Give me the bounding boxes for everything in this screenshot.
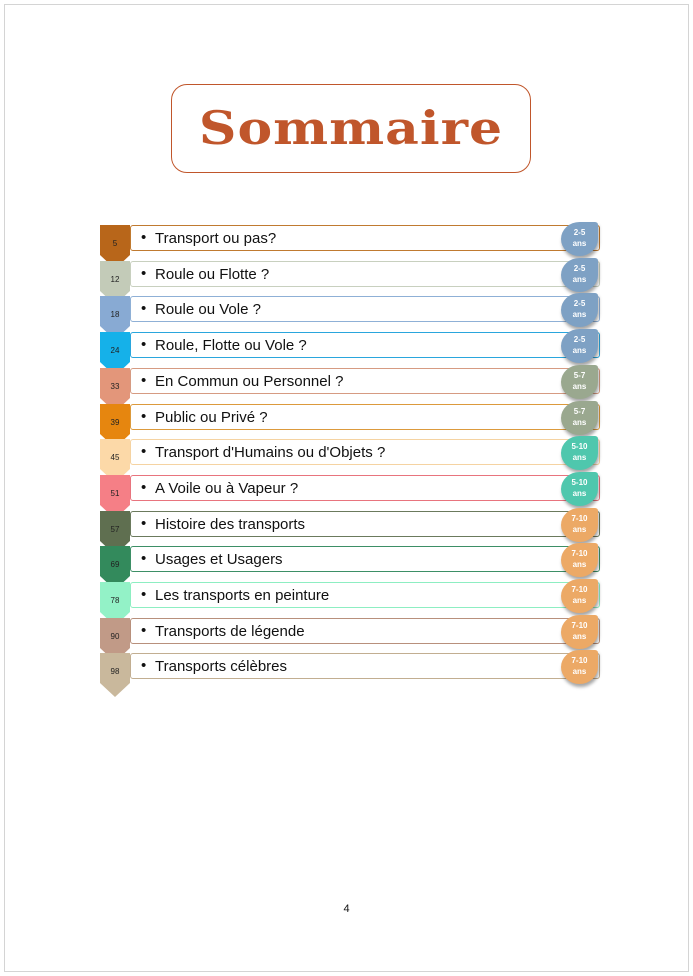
toc-entry-label: Histoire des transports xyxy=(155,515,306,533)
age-range: 2-5 xyxy=(573,228,586,237)
toc-page-number: 5 xyxy=(112,239,118,248)
age-range: 7-10 xyxy=(571,620,588,630)
age-unit: ans xyxy=(572,453,587,463)
age-range: 5-7 xyxy=(573,370,586,380)
bullet-icon: • xyxy=(141,514,147,532)
toc-entry-label: Public ou Privé ? xyxy=(155,408,268,426)
age-unit: ans xyxy=(572,346,587,356)
age-badge xyxy=(561,293,598,327)
bullet-icon: • xyxy=(141,300,147,318)
toc-entry-label: Transport ou pas? xyxy=(155,230,277,247)
toc-entry-label: Roule ou Vole ? xyxy=(155,301,261,319)
toc-page-number: 69 xyxy=(110,560,120,570)
bullet-icon: • xyxy=(141,229,147,246)
age-badge xyxy=(561,365,598,399)
toc-page-number: 90 xyxy=(110,631,120,641)
toc-entry-bar xyxy=(130,475,600,501)
bullet-icon: • xyxy=(141,443,147,461)
toc-entry-bar xyxy=(130,368,600,394)
age-range: 5-7 xyxy=(573,406,586,416)
age-badge xyxy=(561,615,598,649)
age-badge xyxy=(561,650,598,684)
toc-entry-label: Transports de légende xyxy=(155,622,305,640)
age-range: 2-5 xyxy=(573,263,586,273)
toc-entry-label: Les transports en peinture xyxy=(155,587,330,604)
age-range: 7-10 xyxy=(571,549,588,559)
toc-page-number: 98 xyxy=(110,667,120,677)
age-range: 2-5 xyxy=(573,299,586,309)
toc-entry-bar xyxy=(130,511,600,537)
age-unit: ans xyxy=(572,560,587,570)
age-badge xyxy=(561,579,598,613)
age-range: 5-10 xyxy=(571,442,588,452)
toc-entry[interactable] xyxy=(100,653,601,697)
bullet-icon: • xyxy=(141,407,147,425)
bullet-icon: • xyxy=(141,621,147,639)
age-range: 5-10 xyxy=(571,477,588,487)
age-unit: ans xyxy=(572,596,587,605)
page-title: Sommaire xyxy=(198,101,504,156)
age-unit: ans xyxy=(572,488,587,498)
toc-entry-bar xyxy=(130,332,600,358)
toc-entry-label: Transports célèbres xyxy=(155,658,287,676)
toc-page-number: 45 xyxy=(110,453,120,463)
bullet-icon: • xyxy=(141,371,147,389)
bullet-icon: • xyxy=(141,586,147,603)
toc-entry-label: Usages et Usagers xyxy=(155,551,283,569)
age-unit: ans xyxy=(572,381,587,391)
age-badge xyxy=(561,543,598,577)
toc-entry-bar xyxy=(130,582,600,608)
bullet-icon: • xyxy=(141,336,147,354)
age-range: 7-10 xyxy=(571,656,588,666)
age-unit: ans xyxy=(572,239,587,248)
toc-page-number: 24 xyxy=(110,346,120,356)
age-range: 2-5 xyxy=(573,335,586,345)
toc-entry-bar xyxy=(130,296,600,322)
toc-entry-bar xyxy=(130,225,600,251)
age-unit: ans xyxy=(572,667,587,677)
toc-entry-label: Transport d'Humains ou d'Objets ? xyxy=(155,444,386,462)
toc-entry-bar xyxy=(130,653,600,679)
age-badge xyxy=(561,436,598,470)
bullet-icon: • xyxy=(141,657,147,675)
toc-entry-label: En Commun ou Personnel ? xyxy=(155,372,344,390)
age-badge xyxy=(561,401,598,435)
toc-entry-label: Roule, Flotte ou Vole ? xyxy=(155,337,307,355)
bullet-icon: • xyxy=(141,478,147,496)
age-range: 7-10 xyxy=(571,513,588,523)
toc-page-number: 39 xyxy=(110,417,120,427)
toc-page-number: 57 xyxy=(110,524,120,534)
toc-page-number: 18 xyxy=(110,310,120,320)
page-number: 4 xyxy=(343,903,350,915)
age-unit: ans xyxy=(572,310,587,320)
age-badge xyxy=(561,472,598,506)
toc-entry-label: Roule ou Flotte ? xyxy=(155,265,270,283)
age-unit: ans xyxy=(572,274,587,284)
age-badge xyxy=(561,222,598,256)
bullet-icon: • xyxy=(141,550,147,568)
age-unit: ans xyxy=(572,631,587,641)
toc-page-number: 12 xyxy=(110,274,120,284)
toc-entry-bar xyxy=(130,618,600,644)
toc-entry-label: A Voile ou à Vapeur ? xyxy=(155,479,299,497)
toc-page-number: 51 xyxy=(110,488,120,498)
age-range: 7-10 xyxy=(571,585,588,594)
toc-entry-bar xyxy=(130,439,600,465)
age-badge xyxy=(561,508,598,542)
toc-page-number: 33 xyxy=(110,381,120,391)
toc-page-number: 78 xyxy=(110,596,120,605)
age-badge xyxy=(561,258,598,292)
age-badge xyxy=(561,329,598,363)
toc-entry-bar xyxy=(130,546,600,572)
age-unit: ans xyxy=(572,417,587,427)
age-unit: ans xyxy=(572,524,587,534)
toc-entry-bar xyxy=(130,261,600,287)
bullet-icon: • xyxy=(141,264,147,282)
toc-entry-bar xyxy=(130,404,600,430)
